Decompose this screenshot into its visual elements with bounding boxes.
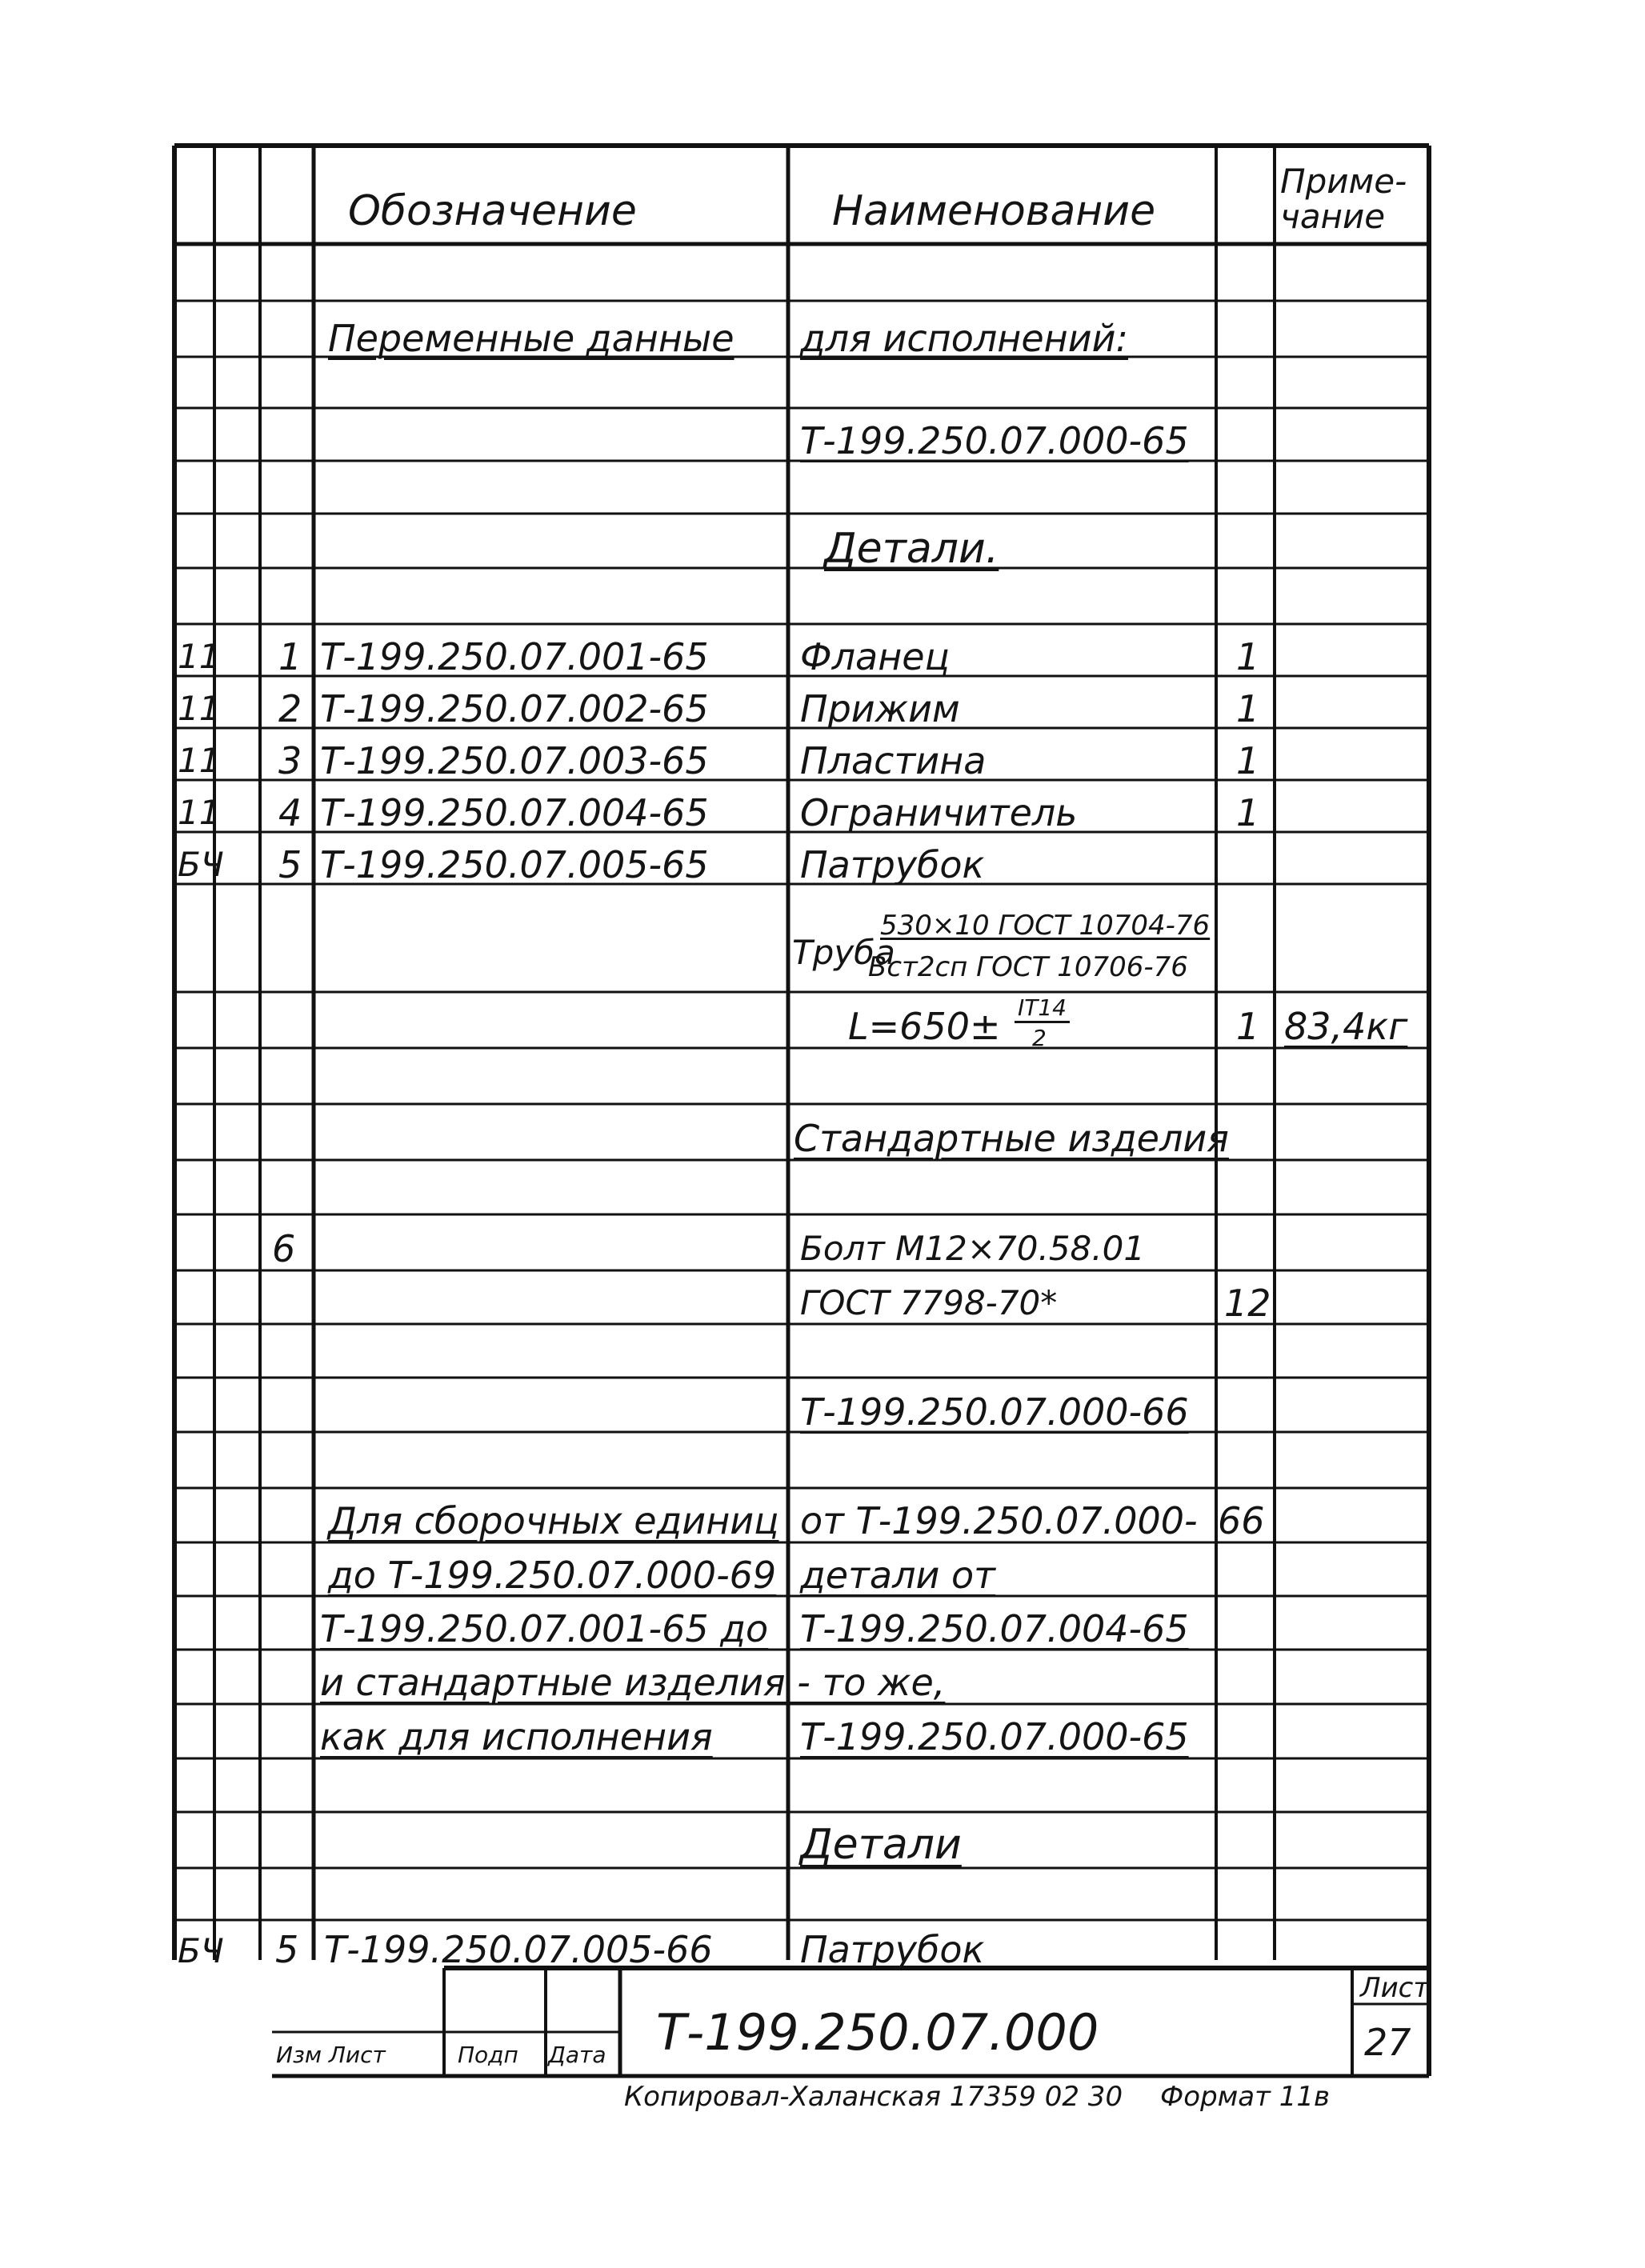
sign-label: Подп [458,2042,518,2068]
doc-number: Т-199.250.07.000 [656,2003,1099,2062]
item-qty: 1 [1236,687,1260,730]
variable-data-left: Переменные данные [328,317,734,360]
note-left-5: как для исполнения [320,1715,713,1758]
item-name: Ограничитель [800,791,1078,834]
length-spec: L=650± [848,1005,1001,1048]
item-pos: 5 [278,843,302,886]
pipe-top: 530×10 ГОСТ 10704-76 [880,910,1211,942]
header-note: Приме- чание [1280,162,1407,237]
item-name: Фланец [800,635,950,678]
sheet-number: 27 [1364,2021,1411,2064]
item-name: Патрубок [800,843,985,886]
details-title: Детали. [824,525,999,573]
item-name: Пластина [800,739,987,782]
item-qty: 1 [1236,739,1260,782]
note-left-2: до Т-199.250.07.000-69 [328,1554,777,1597]
item-designation: Т-199.250.07.003-65 [320,739,709,782]
note-left-4: и стандартные изделия - то же, [320,1661,946,1704]
note-right-5: Т-199.250.07.000-65 [800,1715,1189,1758]
item-qty: 1 [1236,791,1260,834]
note-right-2: детали от [800,1554,995,1597]
item-pos: 4 [278,791,302,834]
variant-66: Т-199.250.07.000-66 [800,1390,1189,1434]
item-pos: 1 [278,635,302,678]
note-right-1-qty: 66 [1218,1499,1265,1542]
length-frac-bottom: 2 [1032,1025,1047,1051]
item-designation: Т-199.250.07.005-65 [320,843,709,886]
note-left-1: Для сборочных единиц [328,1499,779,1542]
item-fmt: БЧ [178,845,224,884]
variant-65: Т-199.250.07.000-65 [800,419,1189,462]
pipe-bottom: Вст2сп ГОСТ 10706-76 [868,951,1188,983]
item-name: Прижим [800,687,960,730]
change-label: Изм Лист [276,2042,386,2068]
item-fmt: 11 [178,637,221,676]
item-designation: Т-199.250.07.001-65 [320,635,709,678]
length-frac-top: IT14 [1015,997,1070,1023]
last-designation: Т-199.250.07.005-66 [324,1928,713,1971]
length-qty: 1 [1236,1005,1260,1048]
bolt-qty: 12 [1224,1282,1271,1325]
bolt-line2: ГОСТ 7798-70* [800,1283,1058,1322]
last-name: Патрубок [800,1928,985,1971]
item-designation: Т-199.250.07.002-65 [320,687,709,730]
footer-copied: Копировал-Халанская 17359 02 30 [624,2081,1123,2113]
date-label: Дата [548,2042,606,2068]
details-title-2: Детали [800,1821,962,1869]
last-fmt: БЧ [178,1931,224,1970]
note-right-1: от Т-199.250.07.000- [800,1499,1198,1542]
item-qty: 1 [1236,635,1260,678]
header-name: Наименование [832,187,1156,235]
sheet-label: Лист [1360,1972,1430,2004]
pipe-label: Труба [792,933,895,972]
item-designation: Т-199.250.07.004-65 [320,791,709,834]
footer-format: Формат 11в [1160,2081,1331,2113]
header-designation: Обозначение [348,187,637,235]
item-fmt: 11 [178,793,221,832]
item-pos: 2 [278,687,302,730]
item-fmt: 11 [178,741,221,780]
variable-data-right: для исполнений: [800,317,1129,360]
last-pos: 5 [275,1928,299,1971]
length-note: 83,4кг [1284,1005,1408,1048]
standard-title: Стандартные изделия [794,1117,1229,1160]
note-left-3: Т-199.250.07.001-65 до [320,1607,769,1650]
bolt-line1: Болт М12×70.58.01 [800,1229,1146,1268]
item-pos: 3 [278,739,302,782]
item-fmt: 11 [178,689,221,728]
bolt-pos: 6 [272,1227,296,1270]
note-right-3: Т-199.250.07.004-65 [800,1607,1189,1650]
